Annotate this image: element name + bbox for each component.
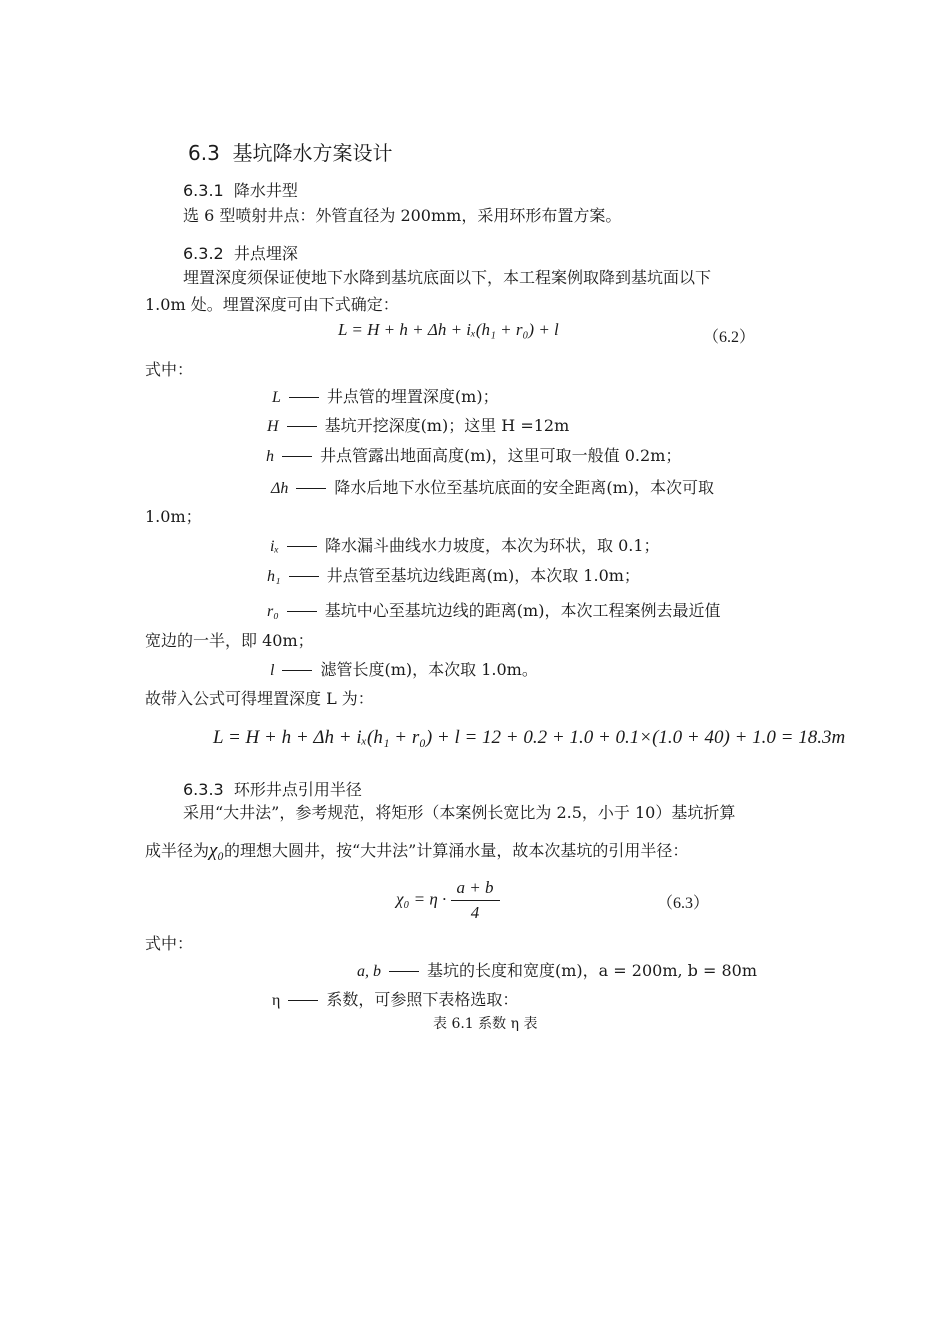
paragraph-text: 成半径为 (145, 841, 210, 860)
paragraph-line: 1.0m 处。埋置深度可由下式确定： (145, 295, 399, 314)
definition-symbol: η (272, 992, 281, 1009)
dash-divider (282, 670, 312, 671)
subsection-title: 井点埋深 (233, 244, 298, 263)
equation-lhs: χ₀ = η · (396, 889, 447, 909)
equation-6-2: L = H + h + Δh + iₓ(h₁ + r₀) + l (338, 320, 559, 339)
table-caption: 表 6.1 系数 η 表 (433, 1016, 538, 1032)
dash-divider (289, 576, 319, 577)
definition-text: 基坑的长度和宽度(m)，a = 200m, b = 80m (427, 961, 758, 980)
section-heading (188, 137, 393, 166)
substitution-equation: L = H + h + Δh + iₓ(h₁ + r₀) + l = 12 + 0.2 + 1.0 + 0.1×(1.0 + 40) + 1.0 = 18.3m (213, 727, 846, 748)
definition-row (272, 384, 499, 407)
equation-6-3 (396, 878, 500, 923)
section-title: 基坑降水方案设计 (232, 141, 393, 165)
fraction-denominator: 4 (470, 903, 480, 922)
definition-symbol: iₓ (270, 538, 279, 555)
dash-divider (282, 456, 312, 457)
substitution-intro: 故带入公式可得埋置深度 L 为： (145, 689, 374, 708)
definition-symbol: h (266, 448, 274, 465)
paragraph-well-type: 选 6 型喷射井点：外管直径为 200mm，采用环形布置方案。 (183, 206, 622, 225)
definition-symbol: L (272, 389, 281, 406)
definition-text: 基坑开挖深度(m)；这里 H =12m (324, 416, 570, 435)
dash-divider (288, 1000, 318, 1001)
dash-divider (287, 611, 317, 612)
definition-text: 基坑中心至基坑边线的距离(m)，本次工程案例去最近值 (324, 601, 721, 620)
fraction-numerator: a + b (451, 878, 500, 901)
definition-row (267, 563, 640, 586)
paragraph-text: 的理想大圆井，按“大井法”计算涌水量，故本次基坑的引用半径： (223, 841, 689, 860)
definition-row (357, 958, 757, 981)
paragraph-line: 埋置深度须保证使地下水降到基坑底面以下，本工程案例取降到基坑面以下 (183, 268, 712, 287)
subsection-heading-632 (183, 241, 298, 264)
fraction (451, 878, 500, 923)
definition-text: 系数，可参照下表格选取： (326, 990, 519, 1009)
definition-text: 降水后地下水位至基坑底面的安全距离(m)，本次可取 (334, 478, 715, 497)
definition-symbol: h₁ (267, 568, 281, 585)
definition-text: 井点管至基坑边线距离(m)，本次取 1.0m； (326, 566, 640, 585)
definition-symbol: r₀ (267, 603, 279, 620)
definition-row (271, 475, 714, 498)
definition-continuation: 宽边的一半，即 40m； (145, 631, 314, 650)
definition-row (270, 657, 538, 680)
paragraph-line: 采用“大井法”，参考规范，将矩形（本案例长宽比为 2.5，小于 10）基坑折算 (183, 803, 736, 822)
definition-text: 井点管的埋置深度(m)； (326, 387, 499, 406)
dash-divider (296, 488, 326, 489)
definition-text: 降水漏斗曲线水力坡度，本次为环状，取 0.1； (325, 536, 660, 555)
definition-text: 滤管长度(m)，本次取 1.0m。 (320, 660, 538, 679)
dash-divider (289, 397, 319, 398)
dash-divider (287, 546, 317, 547)
equation-number: （6.2） (703, 329, 756, 346)
dash-divider (287, 426, 317, 427)
definition-symbol: a, b (357, 963, 381, 980)
definition-continuation: 1.0m； (145, 507, 202, 526)
definition-symbol: Δh (271, 480, 289, 497)
subsection-title: 环形井点引用半径 (233, 780, 362, 799)
subsection-heading-633 (183, 777, 362, 800)
subsection-number: 6.3.3 (183, 780, 224, 799)
definition-row (267, 413, 569, 436)
dash-divider (389, 971, 419, 972)
paragraph-line (145, 838, 688, 862)
section-number: 6.3 (188, 141, 220, 165)
definition-row (270, 533, 660, 556)
subsection-number: 6.3.1 (183, 181, 224, 200)
subsection-number: 6.3.2 (183, 244, 224, 263)
subsection-title: 降水井型 (233, 181, 298, 200)
definition-symbol: l (270, 662, 275, 679)
radius-symbol: χ₀ (209, 840, 224, 861)
subsection-heading-631 (183, 178, 298, 201)
definition-row (272, 987, 518, 1010)
definition-symbol: H (267, 418, 279, 435)
where-label: 式中： (145, 934, 194, 953)
definition-text: 井点管露出地面高度(m)，这里可取一般值 0.2m； (320, 446, 682, 465)
equation-number: （6.3） (657, 895, 710, 912)
definition-row (266, 443, 681, 466)
definition-row (267, 598, 720, 621)
where-label: 式中： (145, 360, 194, 379)
